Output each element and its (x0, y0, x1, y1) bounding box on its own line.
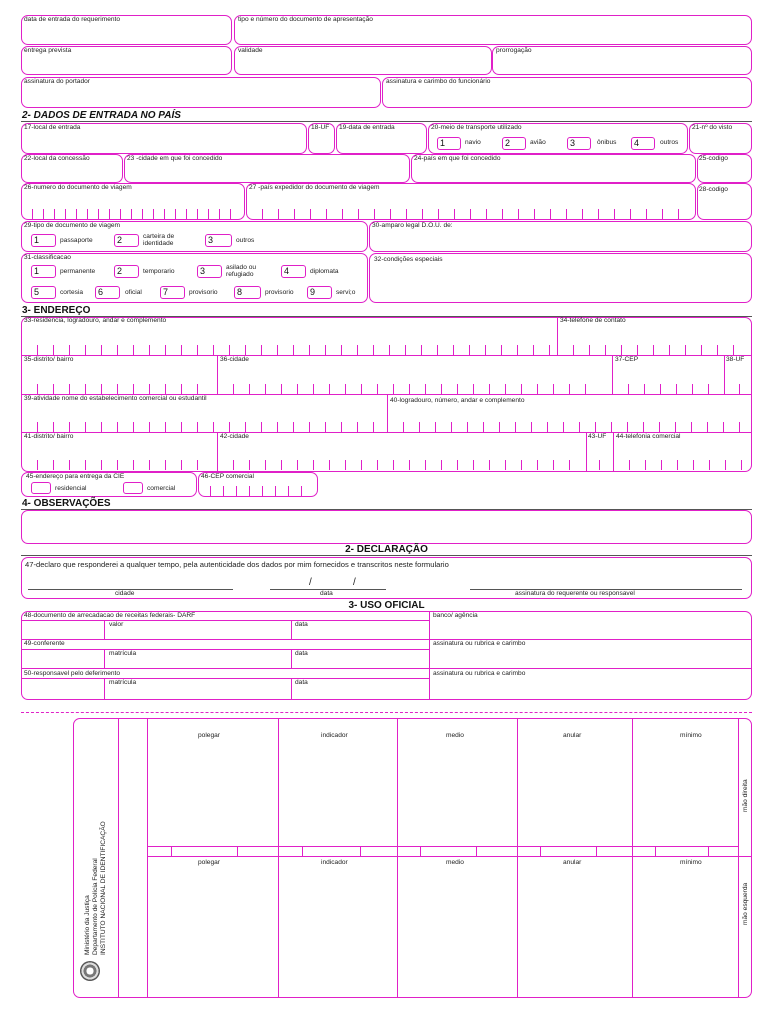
fp-t10 (708, 846, 709, 856)
fp-side-mid (738, 856, 752, 857)
mao-esquerda-label: mão esquerda (742, 882, 749, 925)
class-2-label: temporario (143, 268, 175, 275)
f28-label: 28-codigo (699, 186, 728, 193)
class-8-label: provisorio (265, 289, 294, 296)
uso-title: 3- USO OFICIAL (348, 600, 425, 611)
f39-combs (21, 420, 752, 432)
banco-label: banco/ agência (433, 612, 478, 619)
matricula-50-label: matrícula (109, 679, 137, 686)
class-8-num: 8 (237, 287, 243, 297)
doc-3-num: 3 (208, 235, 214, 245)
uso-v6 (291, 678, 292, 700)
finger-l5: mínimo (680, 859, 702, 866)
finger-r2: indicador (321, 732, 348, 739)
f37-label: 37-CEP (615, 356, 639, 363)
f35-combs (21, 382, 752, 394)
sec4-title: 4- OBSERVAÇÕES (22, 498, 111, 509)
data-slash-1: / (309, 577, 312, 588)
class-2-num: 2 (117, 266, 123, 276)
transp-1-label: navio (465, 139, 481, 146)
decl-rule (21, 555, 752, 556)
data-entrada-label: data de entrada do requerimento (24, 16, 121, 23)
finger-r5: mínimo (680, 732, 702, 739)
data-label: data (320, 590, 333, 597)
finger-l1: polegar (198, 859, 220, 866)
class-6-label: oficial (125, 289, 142, 296)
org-line-2: Departamento de Polícia Federal (92, 858, 99, 955)
validade-label: validade (238, 47, 263, 54)
class-7-label: provisorio (189, 289, 218, 296)
f49-label: 49-conferente (24, 640, 65, 647)
prorrogacao-label: prorrogação (496, 47, 532, 54)
cidade-label: cidade (115, 590, 135, 597)
transp-1-num: 1 (440, 138, 446, 148)
f22-label: 22-local da concessão (24, 155, 90, 162)
doc-2-label-b: identidade (143, 240, 174, 247)
assinatura-label: assinatura do requerente ou responsavel (515, 590, 635, 597)
class-9-label: servi;o (336, 289, 356, 296)
decl-text: 47-declaro que responderei a qualquer tempo, pela autenticidade dos dados por mim fornecidos e transcritos neste formulario (25, 560, 449, 569)
comercial-checkbox[interactable] (123, 482, 143, 494)
transp-3-label: ônibus (597, 139, 617, 146)
finger-l4: anular (563, 859, 582, 866)
rubrica-50-label: assinatura ou rubrica e carimbo (433, 670, 526, 677)
validade-box[interactable] (234, 46, 492, 75)
fp-t9 (655, 846, 656, 856)
f44-label: 44-telefonia comercial (616, 433, 681, 440)
transp-2-num: 2 (505, 138, 511, 148)
fp-d3 (517, 718, 518, 998)
f46-combs (198, 484, 318, 496)
org-line-1: Ministério da Justiça (84, 895, 91, 955)
fp-t8 (596, 846, 597, 856)
addr-row1-line (21, 355, 752, 356)
tipo-doc-label: tipo e número do documento de apresentação (238, 16, 373, 23)
f29-label: 29-tipo de documento de viagem (24, 222, 121, 229)
observacoes-box[interactable] (21, 510, 752, 544)
entrega-label: entrega prevista (24, 47, 72, 54)
class-3-label-a: asilado ou (226, 264, 257, 271)
f50-label: 50-responsavel pelo deferimento (24, 670, 121, 677)
fp-col-b (147, 718, 148, 998)
f39-label: 39-atividade nome do estabelecimento comercial ou estudantil (24, 395, 207, 402)
f23-label: 23 -cidade em que foi concedido (127, 155, 223, 162)
uso-v3 (104, 649, 105, 668)
data-48-label: data (295, 621, 308, 628)
fp-t3 (302, 846, 303, 856)
data-slash-2: / (353, 577, 356, 588)
f21-label: 21-nº do visto (692, 124, 733, 131)
ass-portador-label: assinatura do portador (24, 78, 90, 85)
f45-label: 45-endereço para entrega da CIE (26, 473, 125, 480)
class-4-label: diplomata (310, 268, 339, 275)
mao-direita-label: mão direita (742, 779, 749, 812)
f42-label: 42-cidade (220, 433, 249, 440)
f24-label: 24-país em que foi concedido (414, 155, 501, 162)
class-3-num: 3 (200, 266, 206, 276)
f31-label: 31-classificacao (24, 254, 71, 261)
f30-label: 30-amparo legal D.O.U. de: (372, 222, 453, 229)
f19-label: 19-data de entrada (339, 124, 395, 131)
f41-label: 41-distrito/ bairro (24, 433, 74, 440)
class-4-num: 4 (284, 266, 290, 276)
fp-mid-2 (147, 856, 738, 857)
sec2-title: 2- DADOS DE ENTRADA NO PAÍS (22, 110, 181, 121)
uso-v1 (104, 620, 105, 639)
fp-t4 (360, 846, 361, 856)
f26-label: 26-numero do documento de viagem (24, 184, 132, 191)
class-5-num: 5 (34, 287, 40, 297)
f46-label: 46-CEP comercial (201, 473, 255, 480)
transp-2-label: avião (530, 139, 546, 146)
fp-d4 (632, 718, 633, 998)
comercial-label: comercial (147, 485, 176, 492)
fp-t7 (540, 846, 541, 856)
f33-combs (21, 343, 752, 355)
doc-1-label: passaporte (60, 237, 93, 244)
finger-r4: anular (563, 732, 582, 739)
uso-v5 (104, 678, 105, 700)
f27-label: 27 -país expedidor do documento de viagem (249, 184, 380, 191)
fp-t2 (237, 846, 238, 856)
uso-row2-line (21, 668, 752, 669)
doc-2-num: 2 (117, 235, 123, 245)
f17-label: 17-local de entrada (24, 124, 81, 131)
uso-sub1 (21, 620, 429, 621)
finger-l3: medio (446, 859, 464, 866)
uso-sub2 (21, 649, 429, 650)
residencial-checkbox[interactable] (31, 482, 51, 494)
uso-v4 (291, 649, 292, 668)
f35-label: 35-distrito/ bairro (24, 356, 74, 363)
org-line-3: INSTITUTO NACIONAL DE IDENTIFICAÇÃO (100, 821, 107, 955)
f41-combs (21, 458, 752, 470)
residencial-label: residencial (55, 485, 87, 492)
fingerprint-card (73, 718, 752, 998)
finger-r3: medio (446, 732, 464, 739)
uso-row1-line (21, 639, 752, 640)
transp-4-label: outros (660, 139, 679, 146)
data-50-label: data (295, 679, 308, 686)
sec3-title: 3- ENDEREÇO (22, 305, 91, 316)
fp-t1 (171, 846, 172, 856)
uso-main-divider (429, 611, 430, 700)
f18-label: 18-UF (311, 124, 330, 131)
cut-line (21, 712, 752, 713)
finger-l2: indicador (321, 859, 348, 866)
matricula-49-label: matrícula (109, 650, 137, 657)
transp-3-num: 3 (570, 138, 576, 148)
fp-mid-1 (147, 846, 738, 847)
fp-col-c (738, 718, 739, 998)
fp-col-a (118, 718, 119, 998)
coat-of-arms-icon (80, 961, 100, 981)
f32-label: 32-condições especiais (374, 256, 443, 263)
data-49-label: data (295, 650, 308, 657)
finger-r1: polegar (198, 732, 220, 739)
f33-label: 33-residencia, logradouro, andar e complemento (24, 317, 167, 324)
fp-t5 (420, 846, 421, 856)
doc-2-label-a: carteira de (143, 233, 175, 240)
f20-label: 20-meio de transporte utilizado (431, 124, 522, 131)
f38-label: 38-UF (726, 356, 745, 363)
fp-d1 (278, 718, 279, 998)
class-1-label: permanente (60, 268, 96, 275)
rubrica-49-label: assinatura ou rubrica e carimbo (433, 640, 526, 647)
uso-sub3 (21, 678, 429, 679)
ass-funcionario-label: assinatura e carimbo do funcionário (386, 78, 491, 85)
f43-label: 43-UF (588, 433, 607, 440)
f26-combs (21, 207, 245, 219)
fp-t6 (476, 846, 477, 856)
decl-title: 2- DECLARAÇÃO (345, 544, 428, 555)
f27-combs (246, 207, 696, 219)
sec2-rule (21, 121, 752, 122)
class-1-num: 1 (34, 266, 40, 276)
f40-label: 40-logradouro, número, andar e complemento (390, 397, 525, 404)
uso-v2 (291, 620, 292, 639)
class-3-label-b: refugiado (226, 271, 254, 278)
fp-d2 (397, 718, 398, 998)
doc-3-label: outros (236, 237, 255, 244)
class-6-num: 6 (98, 287, 104, 297)
f36-label: 36-cidade (220, 356, 249, 363)
class-7-num: 7 (163, 287, 169, 297)
f34-label: 34-telefone de contato (560, 317, 626, 324)
transp-4-num: 4 (634, 138, 640, 148)
f48-label: 48-documento de arrecadacao de receitas federais- DARF (24, 612, 196, 619)
f25-label: 25-codigo (699, 155, 728, 162)
valor-label: valor (109, 621, 124, 628)
class-5-label: cortesia (60, 289, 84, 296)
class-9-num: 9 (310, 287, 316, 297)
doc-1-num: 1 (34, 235, 40, 245)
